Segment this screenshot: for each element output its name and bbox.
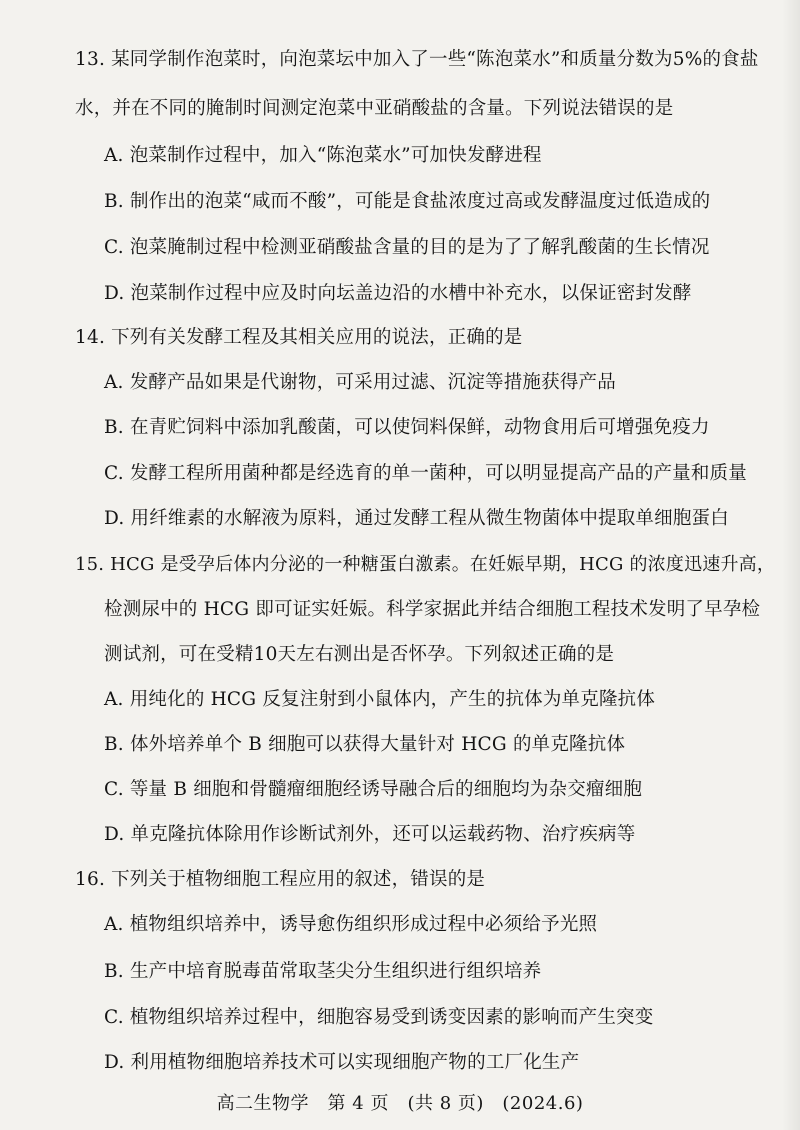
question-15-stem-line-2: 检测尿中的 HCG 即可证实妊娠。科学家据此并结合细胞工程技术发明了早孕检 xyxy=(104,599,761,620)
question-14-option-d: D. 用纤维素的水解液为原料，通过发酵工程从微生物菌体中提取单细胞蛋白 xyxy=(104,508,729,529)
question-13-option-b: B. 制作出的泡菜“咸而不酸”，可能是食盐浓度过高或发酵温度过低造成的 xyxy=(104,191,711,212)
question-15-stem-line-1: 15. HCG 是受孕后体内分泌的一种糖蛋白激素。在妊娠早期，HCG 的浓度迅速升高， xyxy=(75,554,776,575)
question-15-option-c: C. 等量 B 细胞和骨髓瘤细胞经诱导融合后的细胞均为杂交瘤细胞 xyxy=(104,779,643,800)
question-16-option-c: C. 植物组织培养过程中，细胞容易受到诱变因素的影响而产生突变 xyxy=(104,1007,654,1028)
question-14-option-b: B. 在青贮饲料中添加乳酸菌，可以使饲料保鲜，动物食用后可增强免疫力 xyxy=(104,417,710,438)
question-13-stem-line-1: 13. 某同学制作泡菜时，向泡菜坛中加入了一些“陈泡菜水”和质量分数为5%的食盐 xyxy=(75,49,759,70)
question-14-option-a: A. 发酵产品如果是代谢物，可采用过滤、沉淀等措施获得产品 xyxy=(104,372,616,393)
question-16-option-d: D. 利用植物细胞培养技术可以实现细胞产物的工厂化生产 xyxy=(104,1052,580,1073)
question-13-option-a: A. 泡菜制作过程中，加入“陈泡菜水”可加快发酵进程 xyxy=(104,145,542,166)
question-15-option-b: B. 体外培养单个 B 细胞可以获得大量针对 HCG 的单克隆抗体 xyxy=(104,734,626,755)
question-16-option-b: B. 生产中培育脱毒苗常取茎尖分生组织进行组织培养 xyxy=(104,961,542,982)
question-13-option-d: D. 泡菜制作过程中应及时向坛盖边沿的水槽中补充水，以保证密封发酵 xyxy=(104,283,692,304)
question-15-option-a: A. 用纯化的 HCG 反复注射到小鼠体内，产生的抗体为单克隆抗体 xyxy=(104,689,656,710)
page-edge-shadow xyxy=(782,0,800,1130)
question-16-option-a: A. 植物组织培养中，诱导愈伤组织形成过程中必须给予光照 xyxy=(104,914,598,935)
question-13-stem-line-2: 水，并在不同的腌制时间测定泡菜中亚硝酸盐的含量。下列说法错误的是 xyxy=(75,98,674,119)
page-footer: 高二生物学 第 4 页 (共 8 页) (2024.6) xyxy=(216,1093,584,1114)
question-13-option-c: C. 泡菜腌制过程中检测亚硝酸盐含量的目的是为了了解乳酸菌的生长情况 xyxy=(104,237,710,258)
question-15-stem-line-3: 测试剂，可在受精10天左右测出是否怀孕。下列叙述正确的是 xyxy=(104,644,615,665)
question-15-option-d: D. 单克隆抗体除用作诊断试剂外，还可以运载药物、治疗疾病等 xyxy=(104,824,636,845)
question-14-option-c: C. 发酵工程所用菌种都是经选育的单一菌种，可以明显提高产品的产量和质量 xyxy=(104,463,747,484)
question-14-stem-line-1: 14. 下列有关发酵工程及其相关应用的说法，正确的是 xyxy=(75,327,523,348)
question-16-stem-line-1: 16. 下列关于植物细胞工程应用的叙述，错误的是 xyxy=(75,869,486,890)
